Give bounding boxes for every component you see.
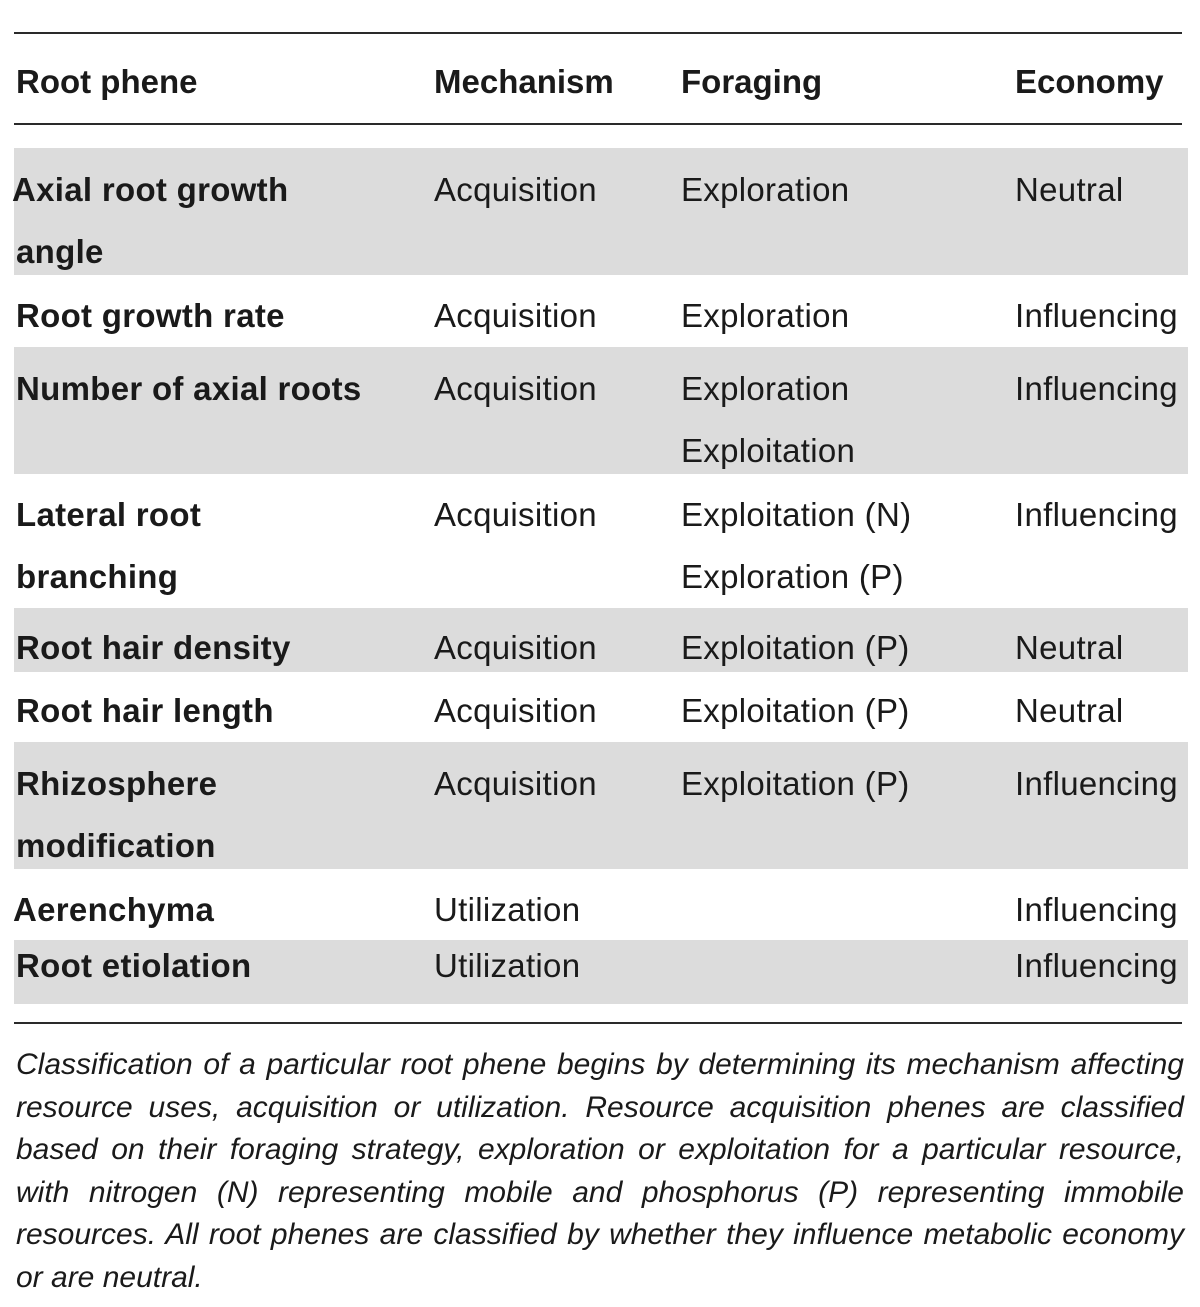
economy-cell: Influencing <box>1015 765 1178 802</box>
phene-line: modification <box>16 827 216 864</box>
header-foraging: Foraging <box>681 63 823 100</box>
table-bottom-rule <box>14 1022 1182 1024</box>
mechanism-cell: Acquisition <box>434 765 597 802</box>
phene-cell: Root hair length <box>16 692 274 729</box>
economy-cell: Neutral <box>1015 629 1124 666</box>
phene-cell: Root growth rate <box>16 297 285 334</box>
mechanism-cell: Acquisition <box>434 629 597 666</box>
phene-cell: Aerenchyma <box>13 891 215 928</box>
mechanism-cell: Acquisition <box>434 297 597 334</box>
economy-cell: Neutral <box>1015 692 1124 729</box>
phene-cell <box>16 484 201 608</box>
foraging-cell: Exploitation (P) <box>681 765 910 802</box>
header-mechanism: Mechanism <box>434 63 614 100</box>
table-caption: Classification of a particular root phene begins by determining its mechanism affecting resource uses, acquisition or utilization. Resource acquisition phenes are classified based on their foraging strategy, exploration or exploitation for a particular resource, with nitrogen (N) representing mobile and phosphorus (P) representing immobile resources. All root phenes are classified by whether they influence metabolic economy or are neutral. <box>16 1048 1184 1294</box>
phene-line: branching <box>16 558 179 595</box>
header-root-phene: Root phene <box>16 63 198 100</box>
mechanism-cell: Acquisition <box>434 692 597 729</box>
foraging-cell <box>681 358 855 482</box>
mechanism-cell: Utilization <box>434 947 581 984</box>
phene-cell <box>16 753 217 877</box>
economy-cell: Influencing <box>1015 370 1178 407</box>
economy-cell: Neutral <box>1015 171 1124 208</box>
phene-line: Rhizosphere <box>16 765 218 802</box>
economy-cell: Influencing <box>1015 297 1178 334</box>
economy-cell: Influencing <box>1015 891 1178 928</box>
mechanism-cell: Utilization <box>434 891 581 928</box>
mechanism-cell: Acquisition <box>434 171 597 208</box>
foraging-line: Exploration <box>681 370 850 407</box>
table-row <box>12 159 288 283</box>
economy-cell: Influencing <box>1015 496 1178 533</box>
foraging-cell: Exploration <box>681 171 850 208</box>
mechanism-cell: Acquisition <box>434 370 597 407</box>
foraging-line: Exploitation (N) <box>681 496 912 533</box>
economy-cell: Influencing <box>1015 947 1178 984</box>
phene-cell: Axial root growth <box>12 171 289 208</box>
header-economy: Economy <box>1015 63 1164 100</box>
foraging-line: Exploitation <box>681 432 856 469</box>
phene-cell: Number of axial roots <box>16 370 362 407</box>
foraging-cell: Exploitation (P) <box>681 629 910 666</box>
mechanism-cell: Acquisition <box>434 496 597 533</box>
foraging-line: Exploration (P) <box>681 558 904 595</box>
foraging-cell: Exploitation (P) <box>681 692 910 729</box>
phene-cell: Root hair density <box>16 629 291 666</box>
foraging-cell: Exploration <box>681 297 850 334</box>
header-bottom-rule <box>14 123 1182 125</box>
phene-cell: angle <box>16 233 104 270</box>
phene-line: Lateral root <box>16 496 202 533</box>
foraging-cell <box>681 484 911 608</box>
table-top-rule <box>14 32 1182 34</box>
phene-cell: Root etiolation <box>16 947 252 984</box>
